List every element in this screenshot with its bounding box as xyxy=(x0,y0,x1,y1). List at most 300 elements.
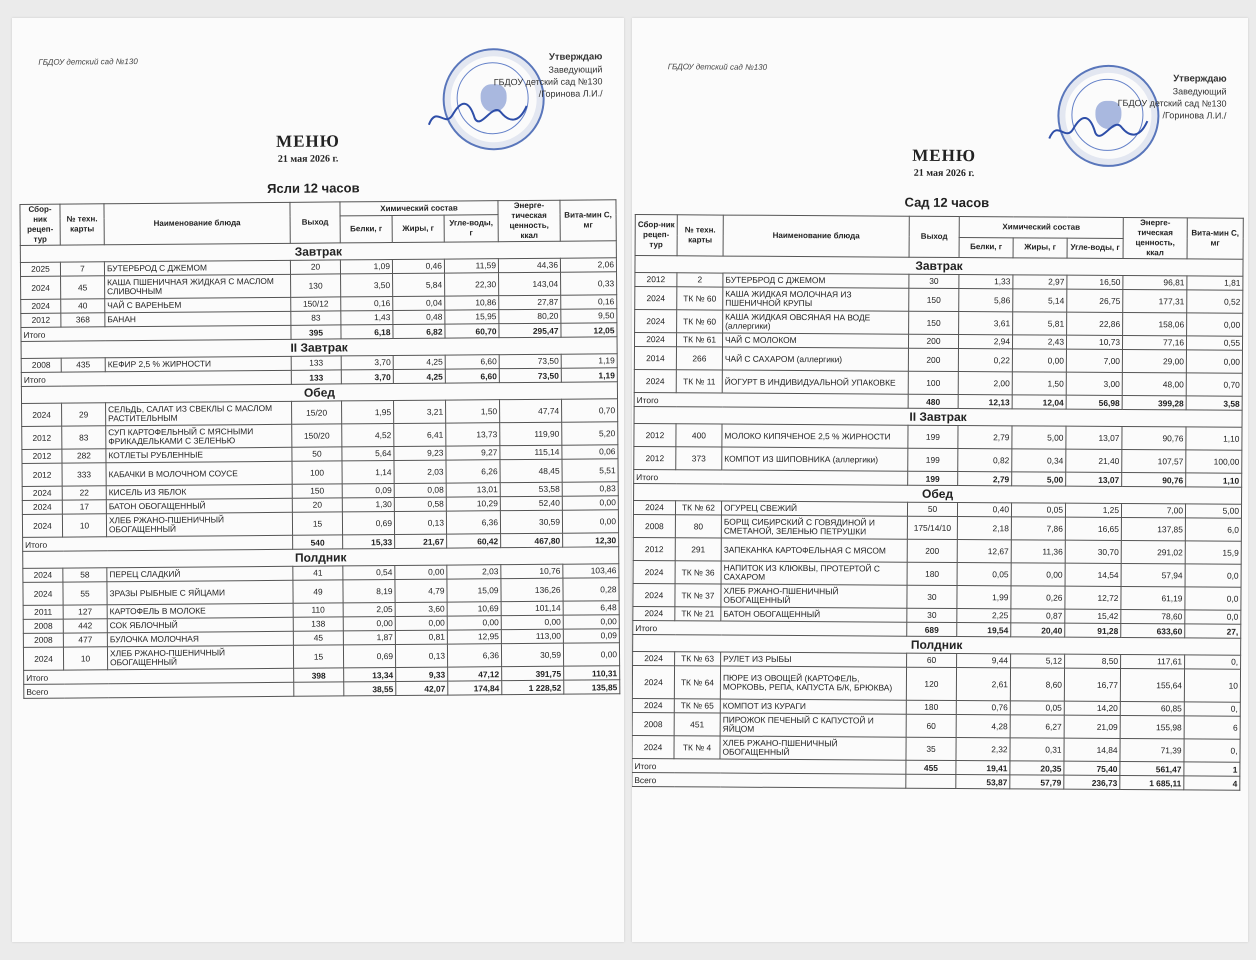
table-cell: 0,69 xyxy=(343,645,395,668)
table-cell: КАША ЖИДКАЯ ОВСЯНАЯ НА ВОДЕ (аллергики) xyxy=(723,310,909,334)
table-cell: 103,46 xyxy=(563,564,619,578)
table-cell: 155,98 xyxy=(1120,715,1184,738)
table-cell: БУТЕРБРОД С ДЖЕМОМ xyxy=(723,273,909,288)
table-cell: 0,58 xyxy=(394,497,446,511)
table-cell: 0,13 xyxy=(394,511,446,534)
total-label: Итого xyxy=(633,621,907,637)
total-cell: 4,25 xyxy=(393,369,445,383)
table-cell: 15 xyxy=(292,512,342,535)
grand-total-cell: 53,87 xyxy=(956,774,1010,788)
table-cell: 150 xyxy=(909,311,959,334)
table-cell: 1,50 xyxy=(1012,372,1066,395)
total-cell: 3,58 xyxy=(1186,396,1242,410)
table-cell: 0,55 xyxy=(1186,336,1242,350)
column-header: Жиры, г xyxy=(1013,237,1067,258)
table-cell: 119,90 xyxy=(500,422,562,445)
table-cell: 12,72 xyxy=(1065,586,1121,609)
table-cell: 6,41 xyxy=(394,423,446,446)
table-cell: 10,69 xyxy=(447,602,501,616)
table-cell: ХЛЕБ РЖАНО-ПШЕНИЧНЫЙ ОБОГАЩЕННЫЙ xyxy=(721,584,907,608)
table-cell: 150/20 xyxy=(292,424,342,447)
table-cell: 0,06 xyxy=(562,445,618,459)
table-cell: 0,70 xyxy=(1186,373,1242,396)
table-cell: 0,28 xyxy=(563,578,619,601)
table-cell: 10 xyxy=(62,514,106,537)
column-header: № техн. карты xyxy=(60,204,104,245)
table-cell: 8,50 xyxy=(1065,654,1121,668)
table-cell: 133 xyxy=(291,356,341,370)
table-cell: 101,14 xyxy=(501,601,563,615)
total-cell: 391,75 xyxy=(502,666,564,680)
table-cell: 0,46 xyxy=(392,259,444,273)
table-cell: 47,74 xyxy=(500,399,562,422)
table-cell: 2,25 xyxy=(957,608,1011,622)
total-cell: 6,18 xyxy=(341,325,393,339)
table-cell: 477 xyxy=(63,633,107,647)
table-cell: 80 xyxy=(675,515,721,538)
table-cell: 2024 xyxy=(633,584,675,607)
table-cell: 1,30 xyxy=(342,498,394,512)
table-cell: 7 xyxy=(60,262,104,276)
total-label: Итого xyxy=(21,370,291,386)
table-cell: СЕЛЬДЬ, САЛАТ ИЗ СВЕКЛЫ С МАСЛОМ РАСТИТЕЛЬНЫМ xyxy=(106,401,292,425)
column-header: Наименование блюда xyxy=(723,215,909,257)
table-cell: 2,79 xyxy=(958,425,1012,448)
table-cell: 30,59 xyxy=(501,643,563,666)
table-cell: 2024 xyxy=(23,647,63,670)
table-cell: 16,77 xyxy=(1064,668,1120,701)
menu-subtitle: Сад 12 часов xyxy=(904,194,990,211)
left-sheet-content xyxy=(12,18,624,942)
header-row xyxy=(20,200,616,219)
table-cell: 2,32 xyxy=(956,737,1010,760)
table-cell: 2,61 xyxy=(956,667,1010,700)
table-cell: 3,61 xyxy=(959,312,1013,335)
total-cell: 12,13 xyxy=(958,394,1012,408)
table-cell: 48,45 xyxy=(500,459,562,482)
table-cell: 1,25 xyxy=(1065,503,1121,517)
total-cell: 20,40 xyxy=(1011,623,1065,637)
table-cell: 29 xyxy=(62,403,106,426)
table-cell: 16,50 xyxy=(1067,275,1123,289)
table-cell: КАРТОФЕЛЬ В МОЛОКЕ xyxy=(107,603,293,618)
table-cell: 155,64 xyxy=(1120,668,1184,701)
table-cell: 150 xyxy=(292,484,342,498)
table-cell: 0,05 xyxy=(1010,701,1064,715)
table-cell: 2 xyxy=(677,273,723,287)
table-cell: 52,40 xyxy=(500,496,562,510)
menu-title: МЕНЮ xyxy=(276,131,340,151)
table-cell: ТК № 37 xyxy=(675,584,721,607)
table-cell: КОМПОТ ИЗ ШИПОВНИКА (аллергики) xyxy=(722,447,908,471)
table-row xyxy=(632,666,1240,703)
table-cell: 0,00 xyxy=(395,616,447,630)
table-cell: 2,43 xyxy=(1012,335,1066,349)
table-cell: 2014 xyxy=(634,347,676,370)
column-header: Жиры, г xyxy=(392,215,444,242)
total-cell: 13,34 xyxy=(344,668,396,682)
column-header: Вита-мин С, мг xyxy=(1187,218,1243,259)
total-cell: 561,47 xyxy=(1120,761,1184,775)
grand-total-row xyxy=(632,773,1240,791)
table-cell: 127 xyxy=(63,605,107,619)
table-cell: 2012 xyxy=(21,313,61,327)
total-label: Итого xyxy=(632,759,906,775)
table-cell: 30 xyxy=(907,585,957,608)
table-cell: 110 xyxy=(293,603,343,617)
total-cell: 12,05 xyxy=(561,323,617,337)
table-cell: 6,36 xyxy=(447,644,501,667)
table-cell: 2012 xyxy=(635,273,677,287)
table-cell: 113,00 xyxy=(501,629,563,643)
table-cell: 6,36 xyxy=(446,511,500,534)
org-name: ГБДОУ детский сад №130 xyxy=(38,57,138,67)
table-cell: 22 xyxy=(62,486,106,500)
total-cell: 75,40 xyxy=(1064,761,1120,775)
table-cell: 27,87 xyxy=(499,295,561,309)
table-cell: 0, xyxy=(1184,739,1240,762)
table-cell: РУЛЕТ ИЗ РЫБЫ xyxy=(721,652,907,667)
table-cell: 3,00 xyxy=(1066,372,1122,395)
table-cell: 77,16 xyxy=(1122,336,1186,350)
table-cell: 373 xyxy=(676,447,722,470)
table-cell: 5,14 xyxy=(1013,289,1067,312)
section-title: II Завтрак xyxy=(21,337,617,359)
right-menu-sheet xyxy=(632,18,1248,942)
table-cell: 9,50 xyxy=(561,309,617,323)
table-cell: 200 xyxy=(907,539,957,562)
table-cell: ЧАЙ С САХАРОМ (аллергики) xyxy=(722,347,908,371)
table-cell: 21,09 xyxy=(1064,715,1120,738)
table-cell: 0,33 xyxy=(561,272,617,295)
grand-total-label: Всего xyxy=(632,773,906,789)
approve-line3: /Горинова Л.И./ xyxy=(1162,110,1227,121)
column-header: Вита-мин С, мг xyxy=(560,200,616,241)
table-cell: 1,95 xyxy=(342,401,394,424)
total-cell: 60,70 xyxy=(445,324,499,338)
table-cell: 2012 xyxy=(22,426,62,449)
header-row xyxy=(635,215,1243,239)
column-header: Выход xyxy=(290,202,340,243)
total-cell: 6,60 xyxy=(445,369,499,383)
table-cell: 4,79 xyxy=(395,579,447,602)
approve-line3: /Горинова Л.И./ xyxy=(538,88,603,99)
approve-head: Утверждаю xyxy=(548,51,603,63)
table-cell: 0,40 xyxy=(957,502,1011,516)
table-cell: БАТОН ОБОГАЩЕННЫЙ xyxy=(721,607,907,622)
table-cell: ТК № 64 xyxy=(674,666,720,699)
table-cell: 2,00 xyxy=(958,372,1012,395)
approval-block xyxy=(1086,73,1226,122)
table-cell: 45 xyxy=(61,276,105,299)
total-cell: 467,80 xyxy=(501,533,563,547)
table-cell: ТК № 61 xyxy=(676,333,722,347)
table-cell: 49 xyxy=(293,580,343,603)
table-cell: 180 xyxy=(907,562,957,585)
table-cell: 2012 xyxy=(634,447,676,470)
table-cell: ТК № 4 xyxy=(674,736,720,759)
table-cell: ЗРАЗЫ РЫБНЫЕ С ЯЙЦАМИ xyxy=(107,580,293,604)
table-cell: 2,94 xyxy=(958,335,1012,349)
total-cell: 455 xyxy=(906,760,956,774)
table-cell: 0,05 xyxy=(957,562,1011,585)
table-cell: КИСЕЛЬ ИЗ ЯБЛОК xyxy=(106,484,292,499)
table-cell: 4,25 xyxy=(393,355,445,369)
table-cell: 2,06 xyxy=(560,258,616,272)
table-cell: 158,06 xyxy=(1123,313,1187,336)
left-menu-sheet xyxy=(12,18,624,942)
table-cell: 291,02 xyxy=(1121,540,1185,563)
table-cell: 200 xyxy=(908,334,958,348)
total-cell: 20,35 xyxy=(1010,761,1064,775)
menu-table xyxy=(19,199,620,699)
table-cell: 100,00 xyxy=(1186,450,1242,473)
table-cell: 0,00 xyxy=(447,616,501,630)
table-cell: 10 xyxy=(63,647,107,670)
total-cell: 3,70 xyxy=(341,370,393,384)
table-cell: 2024 xyxy=(23,582,63,605)
table-cell: 2024 xyxy=(633,501,675,515)
total-cell: 110,31 xyxy=(564,666,620,680)
grand-total-cell xyxy=(906,774,956,788)
table-cell: 177,31 xyxy=(1123,290,1187,313)
table-cell: 0,08 xyxy=(394,483,446,497)
table-cell: 35 xyxy=(906,737,956,760)
table-cell: 6,26 xyxy=(446,460,500,483)
table-cell: 83 xyxy=(291,311,341,325)
table-cell: 2024 xyxy=(633,607,675,621)
table-cell: 30 xyxy=(907,608,957,622)
table-cell: 2008 xyxy=(21,358,61,372)
table-cell: ХЛЕБ РЖАНО-ПШЕНИЧНЫЙ ОБОГАЩЕННЫЙ xyxy=(106,512,292,536)
table-cell: 13,07 xyxy=(1066,426,1122,449)
table-cell: 2012 xyxy=(22,449,62,463)
table-cell: 199 xyxy=(908,425,958,448)
table-cell: 10,86 xyxy=(445,296,499,310)
total-cell: 12,30 xyxy=(563,533,619,547)
table-cell: 2,97 xyxy=(1013,275,1067,289)
total-cell: 133 xyxy=(291,370,341,384)
table-cell: ПЕРЕЦ СЛАДКИЙ xyxy=(107,566,293,581)
approve-head: Утверждаю xyxy=(1173,73,1227,85)
table-cell: 10,29 xyxy=(446,497,500,511)
table-cell: ТК № 65 xyxy=(674,699,720,713)
table-cell: 0,69 xyxy=(342,512,394,535)
table-cell: 10,73 xyxy=(1066,335,1122,349)
table-cell: 71,39 xyxy=(1120,738,1184,761)
table-cell: 1,81 xyxy=(1187,276,1243,290)
table-cell: 22,30 xyxy=(445,273,499,296)
table-cell: 2012 xyxy=(633,538,675,561)
table-cell: 45 xyxy=(293,631,343,645)
column-header: Химический состав xyxy=(959,217,1123,239)
table-cell: 107,57 xyxy=(1122,450,1186,473)
total-cell: 398 xyxy=(294,668,344,682)
table-cell: 0,16 xyxy=(341,297,393,311)
table-cell: 7,00 xyxy=(1121,503,1185,517)
table-cell: 0,26 xyxy=(1011,586,1065,609)
table-cell: 0,0 xyxy=(1185,610,1241,624)
total-cell: 689 xyxy=(907,622,957,636)
table-cell: 13,73 xyxy=(446,423,500,446)
table-cell: 3,21 xyxy=(394,400,446,423)
table-cell: 120 xyxy=(906,667,956,700)
grand-total-cell: 174,84 xyxy=(448,681,502,695)
table-cell: 5,00 xyxy=(1185,504,1241,518)
table-cell: 137,85 xyxy=(1121,517,1185,540)
table-cell: 58 xyxy=(63,568,107,582)
table-cell: 11,36 xyxy=(1011,540,1065,563)
total-cell: 399,28 xyxy=(1122,396,1186,410)
table-cell: 11,59 xyxy=(444,259,498,273)
total-cell: 19,54 xyxy=(957,622,1011,636)
table-cell: 2024 xyxy=(632,736,674,759)
menu-heading xyxy=(859,145,1029,179)
table-cell: 333 xyxy=(62,463,106,486)
table-cell: ЧАЙ С МОЛОКОМ xyxy=(722,333,908,348)
table-cell: 7,00 xyxy=(1066,349,1122,372)
section-title: II Завтрак xyxy=(634,407,1242,428)
table-cell: 0,31 xyxy=(1010,738,1064,761)
table-cell: 2024 xyxy=(23,568,63,582)
table-cell: 0,87 xyxy=(1011,609,1065,623)
total-cell: 21,67 xyxy=(395,534,447,548)
table-cell: 1,50 xyxy=(446,400,500,423)
total-cell: 73,50 xyxy=(499,368,561,382)
table-cell: 73,50 xyxy=(499,354,561,368)
column-header: Выход xyxy=(909,216,959,257)
table-cell: 6,27 xyxy=(1010,715,1064,738)
table-cell: 451 xyxy=(674,713,720,736)
table-cell: КОМПОТ ИЗ КУРАГИ xyxy=(720,699,906,714)
table-cell: 20 xyxy=(290,260,340,274)
total-cell: 19,41 xyxy=(956,760,1010,774)
approval-block xyxy=(462,51,602,100)
table-cell: 0,22 xyxy=(958,349,1012,372)
total-cell: 5,00 xyxy=(1012,472,1066,486)
table-cell: 6,0 xyxy=(1185,518,1241,541)
column-header: Белки, г xyxy=(340,216,392,243)
grand-total-cell xyxy=(294,682,344,696)
table-cell: 80,20 xyxy=(499,309,561,323)
table-cell: 15 xyxy=(293,645,343,668)
table-cell: 0, xyxy=(1184,702,1240,716)
table-cell: БОРЩ СИБИРСКИЙ С ГОВЯДИНОЙ И СМЕТАНОЙ, ЗЕЛЕНЬЮ ПЕТРУШКИ xyxy=(721,515,907,539)
total-label: Итого xyxy=(21,325,291,341)
table-cell: 2024 xyxy=(22,486,62,500)
table-cell: ТК № 60 xyxy=(677,287,723,310)
grand-total-cell: 135,85 xyxy=(564,680,620,694)
column-header: Сбор-ник рецеп-тур xyxy=(635,215,677,256)
table-cell: ТК № 36 xyxy=(675,561,721,584)
table-cell: 5,84 xyxy=(393,273,445,296)
table-cell: 2008 xyxy=(23,633,63,647)
total-cell: 1,10 xyxy=(1186,473,1242,487)
table-cell: 0,13 xyxy=(395,644,447,667)
table-cell: 0,34 xyxy=(1012,449,1066,472)
table-cell: 0,00 xyxy=(562,496,618,510)
table-cell: 0,00 xyxy=(563,615,619,629)
table-cell: 115,14 xyxy=(500,445,562,459)
table-cell: 10 xyxy=(1184,669,1240,702)
total-cell: 295,47 xyxy=(499,323,561,337)
table-cell: 2024 xyxy=(22,514,62,537)
total-cell: 9,33 xyxy=(396,667,448,681)
table-cell: 12,95 xyxy=(447,630,501,644)
table-cell: 100 xyxy=(908,371,958,394)
table-cell: ТК № 60 xyxy=(677,310,723,333)
table-cell: 1,87 xyxy=(343,631,395,645)
table-cell: 435 xyxy=(61,358,105,372)
table-cell: МОЛОКО КИПЯЧЕНОЕ 2,5 % ЖИРНОСТИ xyxy=(722,424,908,448)
table-cell: 1,14 xyxy=(342,461,394,484)
grand-total-cell: 38,55 xyxy=(344,682,396,696)
table-cell: 4,28 xyxy=(956,714,1010,737)
table-cell: 9,44 xyxy=(957,653,1011,667)
table-cell: 22,86 xyxy=(1067,312,1123,335)
table-cell: 0,00 xyxy=(1011,563,1065,586)
table-cell: 30,70 xyxy=(1065,540,1121,563)
table-cell: 1,09 xyxy=(340,260,392,274)
table-cell: 9,27 xyxy=(446,446,500,460)
total-cell: 480 xyxy=(908,394,958,408)
table-cell: БАТОН ОБОГАЩЕННЫЙ xyxy=(106,498,292,513)
table-cell: 0,00 xyxy=(501,615,563,629)
table-cell: 15,09 xyxy=(447,579,501,602)
section-title: Обед xyxy=(21,382,617,404)
table-cell: 0,0 xyxy=(1185,587,1241,610)
table-cell: 2024 xyxy=(635,287,677,310)
table-cell: 2024 xyxy=(21,276,61,299)
table-cell: 0,16 xyxy=(561,295,617,309)
table-cell: БУЛОЧКА МОЛОЧНАЯ xyxy=(107,631,293,646)
grand-total-cell: 1 228,52 xyxy=(502,680,564,694)
section-title: Завтрак xyxy=(635,256,1243,277)
table-cell: 0,48 xyxy=(393,310,445,324)
total-cell: 395 xyxy=(291,325,341,339)
table-cell: 0,00 xyxy=(1187,313,1243,336)
table-cell: 0,52 xyxy=(1187,290,1243,313)
table-cell: 5,81 xyxy=(1013,312,1067,335)
column-header: Угле-воды, г xyxy=(444,215,498,242)
table-cell: 2008 xyxy=(23,619,63,633)
table-cell: 0,00 xyxy=(343,617,395,631)
table-cell: 14,84 xyxy=(1064,738,1120,761)
table-cell: 2008 xyxy=(633,515,675,538)
table-cell: 2,03 xyxy=(394,460,446,483)
table-cell: 20 xyxy=(292,498,342,512)
table-cell: 180 xyxy=(906,700,956,714)
table-cell: 0,76 xyxy=(956,700,1010,714)
table-cell: 14,54 xyxy=(1065,563,1121,586)
table-cell: ТК № 21 xyxy=(675,607,721,621)
table-cell: 0,00 xyxy=(1012,349,1066,372)
table-cell: КАБАЧКИ В МОЛОЧНОМ СОУСЕ xyxy=(106,461,292,485)
table-cell: 48,00 xyxy=(1122,373,1186,396)
total-cell: 633,60 xyxy=(1121,623,1185,637)
menu-heading xyxy=(223,131,393,165)
table-cell: БУТЕРБРОД С ДЖЕМОМ xyxy=(104,260,290,275)
table-cell: 0,0 xyxy=(1185,564,1241,587)
total-cell: 1 xyxy=(1184,762,1240,776)
table-cell: ПЮРЕ ИЗ ОВОЩЕЙ (КАРТОФЕЛЬ, МОРКОВЬ, РЕПА, КАПУСТА Б/К, БРЮКВА) xyxy=(720,666,906,700)
approve-line2: ГБДОУ детский сад №130 xyxy=(1117,97,1227,109)
table-cell: 15,9 xyxy=(1185,541,1241,564)
table-cell: 0,00 xyxy=(1186,350,1242,373)
table-cell: 5,86 xyxy=(959,289,1013,312)
table-cell: ПИРОЖОК ПЕЧЕНЫЙ С КАПУСТОЙ И ЯЙЦОМ xyxy=(720,713,906,737)
table-cell: 0,70 xyxy=(562,399,618,422)
